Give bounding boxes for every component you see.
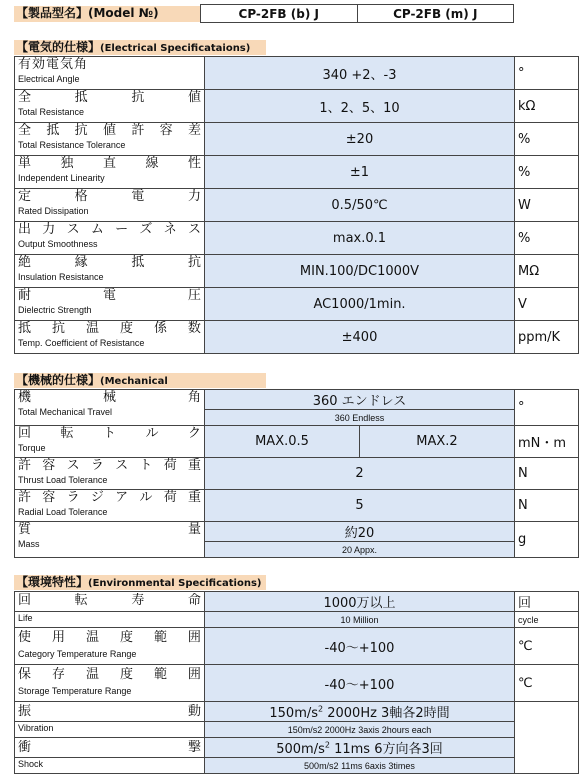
life-value: 1000万以上 (205, 592, 515, 612)
vibration-value-pre: 150m/s (269, 706, 319, 721)
thrust-jp: 許 容 ス ラ ス ト 荷 重 (18, 458, 201, 473)
electrical-row-jp: 抵 抗 温 度 係 数 (18, 321, 201, 336)
shock-jp: 衝 撃 (18, 740, 201, 755)
electrical-row-jp: 出 力 ス ム ー ズ ネ ス (18, 222, 201, 237)
electrical-row-label (15, 255, 205, 288)
category-temp-en: Category Temperature Range (18, 649, 137, 659)
storage-temp-jp: 保 存 温 度 範 囲 (18, 667, 201, 682)
torque-label (15, 426, 205, 458)
electrical-row-label (15, 57, 205, 90)
electrical-row-label (15, 156, 205, 189)
electrical-row-label (15, 321, 205, 354)
mass-value-en: 20 Appx. (205, 542, 515, 558)
radial-en: Radial Load Tolerance (18, 507, 108, 517)
electrical-row-value: max.0.1 (205, 222, 515, 255)
electrical-row-unit: ° (515, 57, 579, 90)
vibration-value-sup: 2 (318, 704, 324, 714)
mechanical-table (14, 389, 579, 558)
electrical-row-unit: V (515, 288, 579, 321)
torque-jp: 回 転 ト ル ク (18, 426, 201, 441)
electrical-row-unit: ppm/K (515, 321, 579, 354)
electrical-row-label (15, 189, 205, 222)
environmental-header (14, 575, 266, 590)
category-temp-unit: ℃ (515, 628, 579, 665)
electrical-row-unit: W (515, 189, 579, 222)
electrical-row-label (15, 90, 205, 123)
electrical-header-jp: 【電気的仕様】 (16, 40, 101, 54)
mechanical-header (14, 373, 266, 388)
electrical-row-value: ±400 (205, 321, 515, 354)
shock-value-sup: 2 (324, 740, 330, 750)
vibration-jp-cell (15, 702, 205, 722)
torque-en: Torque (18, 443, 46, 453)
model-table (200, 4, 514, 23)
electrical-row (15, 189, 579, 222)
life-en-cell (15, 612, 205, 628)
electrical-row (15, 57, 579, 90)
electrical-row-unit: kΩ (515, 90, 579, 123)
shock-value-pre: 500m/s (276, 742, 325, 757)
electrical-row-en: Dielectric Strength (18, 305, 92, 315)
electrical-row (15, 156, 579, 189)
electrical-row-value: AC1000/1min. (205, 288, 515, 321)
electrical-row-en: Rated Dissipation (18, 206, 89, 216)
radial-unit: N (515, 490, 579, 522)
mass-jp: 質 量 (18, 522, 201, 537)
vibration-value-post: 2000Hz 3軸各2時間 (323, 706, 450, 721)
category-temp-label (15, 628, 205, 665)
electrical-row-en: Total Resistance Tolerance (18, 140, 126, 150)
electrical-row-value: 1、2、5、10 (205, 90, 515, 123)
electrical-row-jp: 全 抵 抗 値 (18, 90, 201, 105)
life-value-en: 10 Million (205, 612, 515, 628)
thrust-unit: N (515, 458, 579, 490)
electrical-row-label (15, 123, 205, 156)
category-temp-jp: 使 用 温 度 範 囲 (18, 630, 201, 645)
radial-label (15, 490, 205, 522)
electrical-row-label (15, 288, 205, 321)
electrical-row-en: Output Smoothness (18, 239, 98, 249)
storage-temp-en: Storage Temperature Range (18, 686, 132, 696)
electrical-row (15, 321, 579, 354)
electrical-row-jp: 全 抵 抗 値 許 容 差 (18, 123, 201, 138)
travel-value-en: 360 Endless (205, 410, 515, 426)
shock-value-post: 11ms 6方向各3回 (329, 742, 443, 757)
vibration-jp: 振 動 (18, 704, 201, 719)
electrical-row-en: Total Resistance (18, 107, 85, 117)
radial-jp: 許 容 ラ ジ ア ル 荷 重 (18, 490, 201, 505)
model-m: CP-2FB (m) J (357, 5, 514, 23)
shock-en-cell (15, 758, 205, 774)
mass-label (15, 522, 205, 558)
electrical-row-value: 340 +2、-3 (205, 57, 515, 90)
electrical-row-unit: % (515, 222, 579, 255)
shock-value (205, 738, 515, 758)
category-temp-value: -40～+100 (205, 628, 515, 665)
electrical-row-label (15, 222, 205, 255)
thrust-value: 2 (205, 458, 515, 490)
life-unit: 回 (515, 592, 579, 612)
vibration-en: Vibration (18, 723, 54, 733)
torque-unit: mN・m (515, 426, 579, 458)
electrical-row-jp: 絶 縁 抵 抗 (18, 255, 201, 270)
electrical-row (15, 288, 579, 321)
mass-en: Mass (18, 539, 40, 549)
vibration-en-cell (15, 722, 205, 738)
electrical-row-en: Independent Linearity (18, 173, 105, 183)
electrical-row-value: ±1 (205, 156, 515, 189)
life-unit-en: cycle (515, 612, 579, 628)
torque-value-b: MAX.0.5 (205, 426, 360, 458)
shock-en: Shock (18, 759, 44, 769)
storage-temp-label (15, 665, 205, 702)
electrical-header-en: (Electrical Specificataions) (100, 43, 251, 54)
model-label: 【製品型名】(Model №) (14, 6, 200, 22)
environmental-header-en: (Environmental Specifications) (88, 578, 262, 589)
travel-value: 360 エンドレス (205, 390, 515, 410)
electrical-header (14, 40, 266, 55)
electrical-row-value: 0.5/50℃ (205, 189, 515, 222)
electrical-row (15, 90, 579, 123)
vibration-value (205, 702, 515, 722)
mechanical-header-jp: 【機械的仕様】 (16, 373, 101, 387)
electrical-row-en: Insulation Resistance (18, 272, 104, 282)
life-en: Life (18, 613, 33, 623)
electrical-row-value: MIN.100/DC1000V (205, 255, 515, 288)
shock-value-en: 500m/s2 11ms 6axis 3times (205, 758, 515, 774)
electrical-row (15, 255, 579, 288)
electrical-table (14, 56, 579, 354)
environmental-table (14, 591, 579, 774)
storage-temp-unit: ℃ (515, 665, 579, 702)
electrical-row-jp: 定 格 電 力 (18, 189, 201, 204)
mass-value: 約20 (205, 522, 515, 542)
electrical-row (15, 123, 579, 156)
model-b: CP-2FB (b) J (201, 5, 358, 23)
vibration-value-en: 150m/s2 2000Hz 3axis 2hours each (205, 722, 515, 738)
electrical-row-unit: MΩ (515, 255, 579, 288)
electrical-row-en: Temp. Coefficient of Resistance (18, 338, 145, 348)
travel-label (15, 390, 205, 426)
travel-en: Total Mechanical Travel (18, 407, 113, 417)
electrical-row-unit: % (515, 123, 579, 156)
travel-unit: ° (515, 390, 579, 426)
electrical-row-unit: % (515, 156, 579, 189)
thrust-en: Thrust Load Tolerance (18, 475, 108, 485)
electrical-row-en: Electrical Angle (18, 74, 80, 84)
radial-value: 5 (205, 490, 515, 522)
env-unit-empty (515, 702, 579, 774)
shock-jp-cell (15, 738, 205, 758)
electrical-row-jp: 耐 電 圧 (18, 288, 201, 303)
electrical-row (15, 222, 579, 255)
mechanical-header-en: (Mechanical (100, 376, 168, 387)
mass-unit: g (515, 522, 579, 558)
environmental-header-jp: 【環境特性】 (16, 575, 89, 589)
torque-value-m: MAX.2 (360, 426, 515, 458)
electrical-row-value: ±20 (205, 123, 515, 156)
life-jp: 回 転 寿 命 (18, 593, 201, 608)
thrust-label (15, 458, 205, 490)
storage-temp-value: -40～+100 (205, 665, 515, 702)
life-jp-cell (15, 592, 205, 612)
electrical-row-jp: 単 独 直 線 性 (18, 156, 201, 171)
travel-jp: 機 械 角 (18, 390, 201, 405)
electrical-row-jp: 有効電気角 (18, 57, 89, 72)
